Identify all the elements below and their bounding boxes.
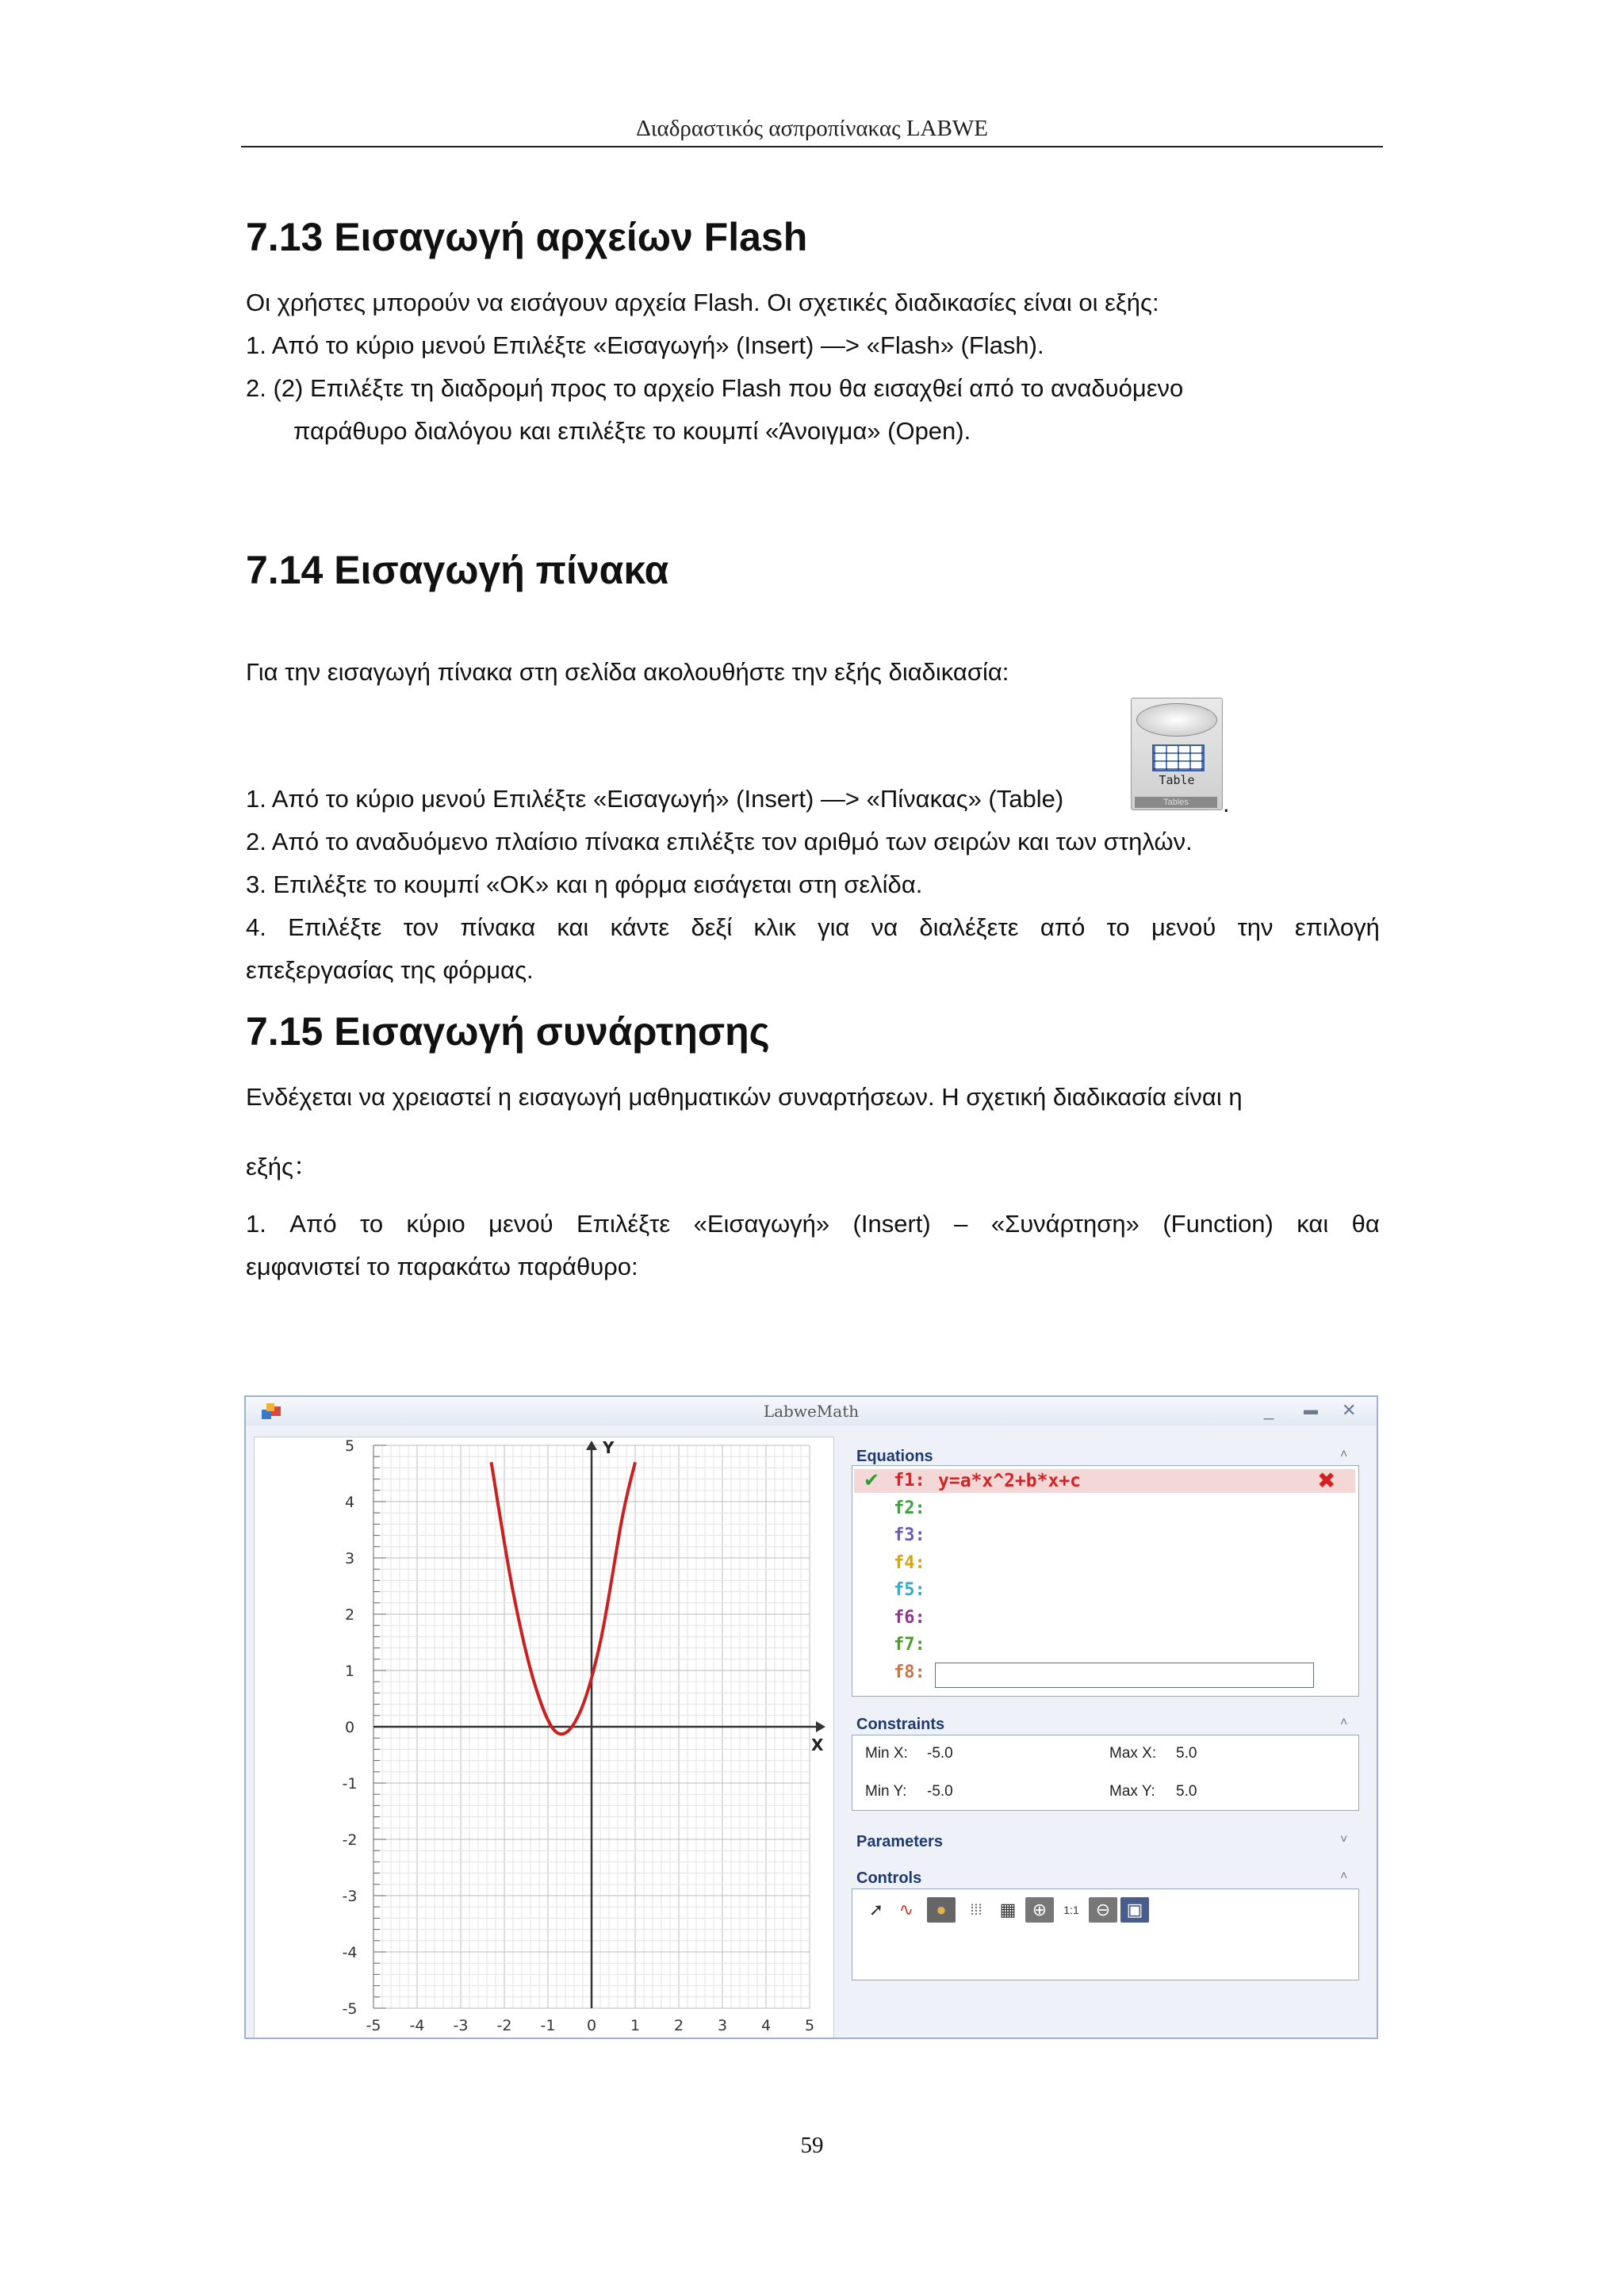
word: διαλέξετε [919,913,1019,941]
window-titlebar [246,1397,1377,1425]
x-tick-label: 0 [586,2017,597,2034]
function-chart [255,1437,833,2039]
min-y-field[interactable]: -5.0 [927,1783,953,1800]
sec714-step4 [246,913,1380,942]
zoom-100-icon[interactable]: 1:1 [1063,1904,1079,1916]
heading-7-14: 7.14 Εισαγωγή πίνακα [246,548,669,592]
sec714-step2: 2. Από το αναδυόμενο πλαίσιο πίνακα επιλέξτε τον αριθμό των σειρών και των στηλών. [246,828,1193,855]
expand-parameters-icon[interactable]: ˅ [1340,1833,1348,1846]
pointer-icon[interactable]: ➚ [868,1900,884,1919]
graph-area[interactable] [254,1437,834,2039]
word: 4. [246,913,266,941]
equations-header[interactable]: Equations [856,1448,933,1465]
x-tick-label: -2 [496,2017,512,2034]
min-y-label: Min Y: [865,1783,907,1800]
save-icon[interactable]: ▣ [1120,1897,1149,1923]
sec713-intro: Οι χρήστες μπορούν να εισάγουν αρχεία Flash. Οι σχετικές διαδικασίες είναι οι εξής: [246,289,1159,316]
equations-box [852,1465,1359,1697]
word: Από [289,1210,337,1238]
word: την [1237,913,1274,941]
word: μενού [1151,913,1216,941]
y-tick-label: 3 [344,1550,355,1567]
sec713-step2a: 2. (2) Επιλέξτε τη διαδρομή προς το αρχείο Flash που θα εισαχθεί από το αναδυόμενο [246,374,1184,402]
header-title: Διαδραστικός ασπροπίνακας LABWE [636,116,988,141]
min-x-field[interactable]: -5.0 [927,1745,953,1762]
zoom-in-icon[interactable]: ⊕ [1025,1897,1054,1923]
word: μενού [488,1210,553,1238]
x-tick-label: -1 [540,2017,556,2034]
sec715-intro-end: εξής： [246,1153,318,1181]
word: 1. [246,1210,266,1238]
constraints-box [852,1735,1359,1811]
collapse-constraints-icon[interactable]: ˄ [1340,1716,1348,1729]
window-title: LabweMath [763,1402,860,1421]
word: «Εισαγωγή» [693,1210,830,1238]
point-icon[interactable]: ● [927,1897,956,1923]
table-toolbar-icon [1131,698,1223,810]
max-y-label: Max Y: [1109,1783,1155,1800]
min-x-label: Min X: [865,1745,908,1762]
word: τον [403,913,439,941]
sec715-step1-end: εμφανιστεί το παρακάτω παράθυρο: [246,1253,638,1280]
collapse-equations-icon[interactable]: ˄ [1340,1448,1348,1461]
sec714-step4-end: επεξεργασίας της φόρμας. [246,956,534,984]
x-tick-label: 4 [760,2017,772,2034]
zoom-out-icon[interactable]: ⊖ [1089,1897,1117,1923]
minimize-icon[interactable]: _ [1264,1400,1274,1420]
word: Επιλέξτε [288,913,382,941]
sec714-step3: 3. Επιλέξτε το κουμπί «ΟΚ» και η φόρμα εισάγεται στη σελίδα. [246,871,923,898]
header-rule [241,146,1383,147]
y-tick-label: -2 [342,1831,358,1849]
constraints-header[interactable]: Constraints [856,1716,945,1733]
y-tick-label: 4 [344,1494,355,1511]
x-tick-label: 5 [804,2017,815,2034]
x-tick-label: -3 [453,2017,469,2034]
delete-equation-icon[interactable]: ✖ [1317,1468,1336,1493]
equation-expression-f1[interactable]: y=a*x^2+b*x+c [938,1471,1082,1491]
heading-7-15: 7.15 Εισαγωγή συνάρτησης [246,1009,770,1054]
word: και [1297,1210,1329,1238]
max-x-field[interactable]: 5.0 [1176,1745,1197,1762]
f8-input[interactable] [935,1663,1314,1688]
controls-box [852,1888,1359,1980]
heading-7-13: 7.13 Εισαγωγή αρχείων Flash [246,215,808,259]
word: (Function) [1162,1210,1274,1238]
sec715-intro: Ενδέχεται να χρειαστεί η εισαγωγή μαθηματικών συναρτήσεων. Η σχετική διαδικασία είναι η [246,1083,1243,1111]
checkmark-icon: ✔ [864,1470,880,1491]
equation-label-f3: f3: [894,1525,925,1545]
y-tick-label: -4 [342,1944,358,1961]
word: από [1040,913,1086,941]
equation-label-f4: f4: [894,1552,925,1573]
equation-label-f5: f5: [894,1580,925,1600]
max-y-field[interactable]: 5.0 [1176,1783,1197,1800]
word: το [360,1210,384,1238]
sec713-step1: 1. Από το κύριο μενού Επιλέξτε «Εισαγωγή» (Insert) —> «Flash» (Flash). [246,331,1044,359]
x-axis-label: X [811,1735,824,1755]
close-icon[interactable]: ✕ [1342,1400,1357,1420]
sec713-step2b: παράθυρο διαλόγου και επιλέξτε το κουμπί «Άνοιγμα» (Open). [293,417,971,445]
equation-label-f2: f2: [894,1498,925,1518]
word: κύριο [406,1210,465,1238]
x-tick-label: -5 [366,2017,381,2034]
x-tick-label: 1 [630,2017,641,2034]
x-tick-label: 2 [673,2017,684,2034]
word: το [1106,913,1130,941]
word: «Συνάρτηση» [990,1210,1139,1238]
collapse-controls-icon[interactable]: ˄ [1340,1869,1348,1883]
labwemath-window [244,1395,1378,2039]
dotted-grid-icon[interactable]: ⁞⁞⁞ [970,1901,982,1918]
word: για [818,913,850,941]
word: κάντε [610,913,670,941]
y-tick-label: -5 [342,2000,358,2018]
word: και [557,913,589,941]
y-tick-label: 5 [344,1437,355,1455]
word: (Insert) [852,1210,931,1238]
max-x-label: Max X: [1109,1745,1157,1762]
y-tick-label: -3 [342,1888,358,1905]
word: – [954,1210,968,1238]
sec714-step1: 1. Από το κύριο μενού Επιλέξτε «Εισαγωγή» (Insert) —> «Πίνακας» (Table) [246,785,1064,813]
trace-icon[interactable]: ∿ [898,1900,914,1919]
word: επιλογή [1294,913,1380,941]
y-axis-label: Y [603,1438,615,1457]
sec714-intro: Για την εισαγωγή πίνακα στη σελίδα ακολουθήστε την εξής διαδικασία: [246,658,1009,686]
y-tick-label: -1 [342,1775,358,1793]
word: πίνακα [460,913,536,941]
equation-row-selected[interactable] [854,1469,1355,1493]
word: θα [1351,1210,1380,1238]
maximize-icon[interactable]: ▬ [1304,1402,1318,1418]
table-icon-bottom: Tables [1135,797,1217,808]
word: να [871,913,898,941]
equation-label-f1: f1: [894,1471,925,1490]
x-tick-label: 3 [717,2017,728,2034]
word: δεξί [691,913,733,941]
page-number: 59 [800,2133,824,2158]
equation-label-f7: f7: [894,1635,925,1655]
equation-label-f8: f8: [894,1662,925,1682]
y-tick-label: 1 [344,1663,355,1680]
table-icon-label: Table [1159,773,1195,787]
y-tick-label: 2 [344,1606,355,1624]
parameters-header[interactable]: Parameters [856,1833,943,1850]
word: Επιλέξτε [576,1210,671,1238]
y-tick-label: 0 [344,1719,355,1736]
sec714-step1-end: . [1223,790,1230,817]
sec715-step1 [246,1210,1380,1238]
x-axis-arrow [816,1721,825,1732]
word: κλικ [753,913,796,941]
x-tick-label: -4 [409,2017,425,2034]
controls-header[interactable]: Controls [856,1869,922,1887]
grid-icon[interactable]: ▦ [999,1900,1017,1919]
equation-label-f6: f6: [894,1607,925,1628]
